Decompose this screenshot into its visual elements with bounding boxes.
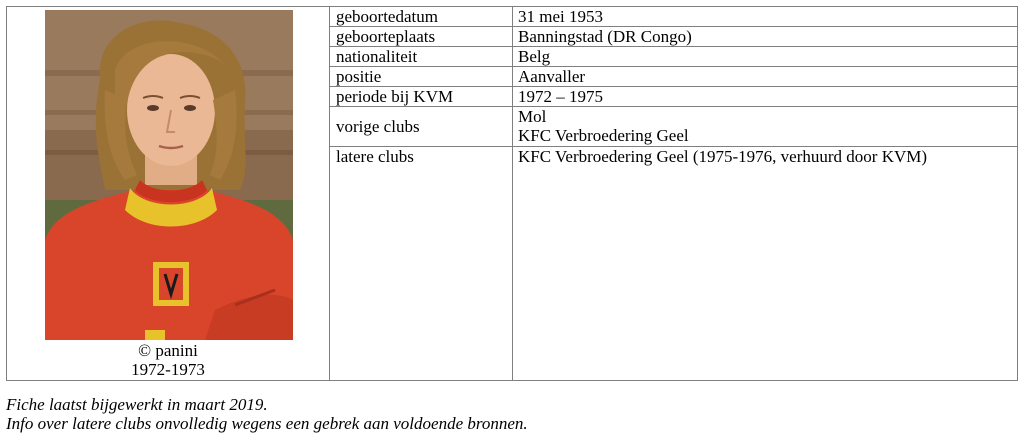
value-period: 1972 – 1975 xyxy=(513,87,1018,107)
player-photo xyxy=(45,10,293,340)
label-later-clubs: latere clubs xyxy=(330,147,513,381)
value-previous-clubs xyxy=(513,107,1018,147)
value-nationality: Belg xyxy=(513,47,1018,67)
previous-club-item: Mol xyxy=(518,107,547,126)
label-nationality: nationaliteit xyxy=(330,47,513,67)
previous-club-item: KFC Verbroedering Geel xyxy=(518,126,689,145)
photo-cell xyxy=(7,7,330,381)
photo-season: 1972-1973 xyxy=(131,360,205,379)
footnotes xyxy=(6,395,528,433)
label-previous-clubs: vorige clubs xyxy=(330,107,513,147)
label-birthplace: geboorteplaats xyxy=(330,27,513,47)
photo-credit: © panini xyxy=(138,341,198,360)
value-birthdate: 31 mei 1953 xyxy=(513,7,1018,27)
player-info-table xyxy=(6,6,1018,381)
value-later-clubs: KFC Verbroedering Geel (1975-1976, verhuurd door KVM) xyxy=(513,147,1018,381)
label-birthdate: geboortedatum xyxy=(330,7,513,27)
label-position: positie xyxy=(330,67,513,87)
label-period: periode bij KVM xyxy=(330,87,513,107)
footnote-last-updated: Fiche laatst bijgewerkt in maart 2019. xyxy=(6,395,268,414)
value-birthplace: Banningstad (DR Congo) xyxy=(513,27,1018,47)
photo-caption xyxy=(7,341,329,379)
footnote-incomplete-info: Info over latere clubs onvolledig wegens een gebrek aan voldoende bronnen. xyxy=(6,414,528,433)
value-position: Aanvaller xyxy=(513,67,1018,87)
